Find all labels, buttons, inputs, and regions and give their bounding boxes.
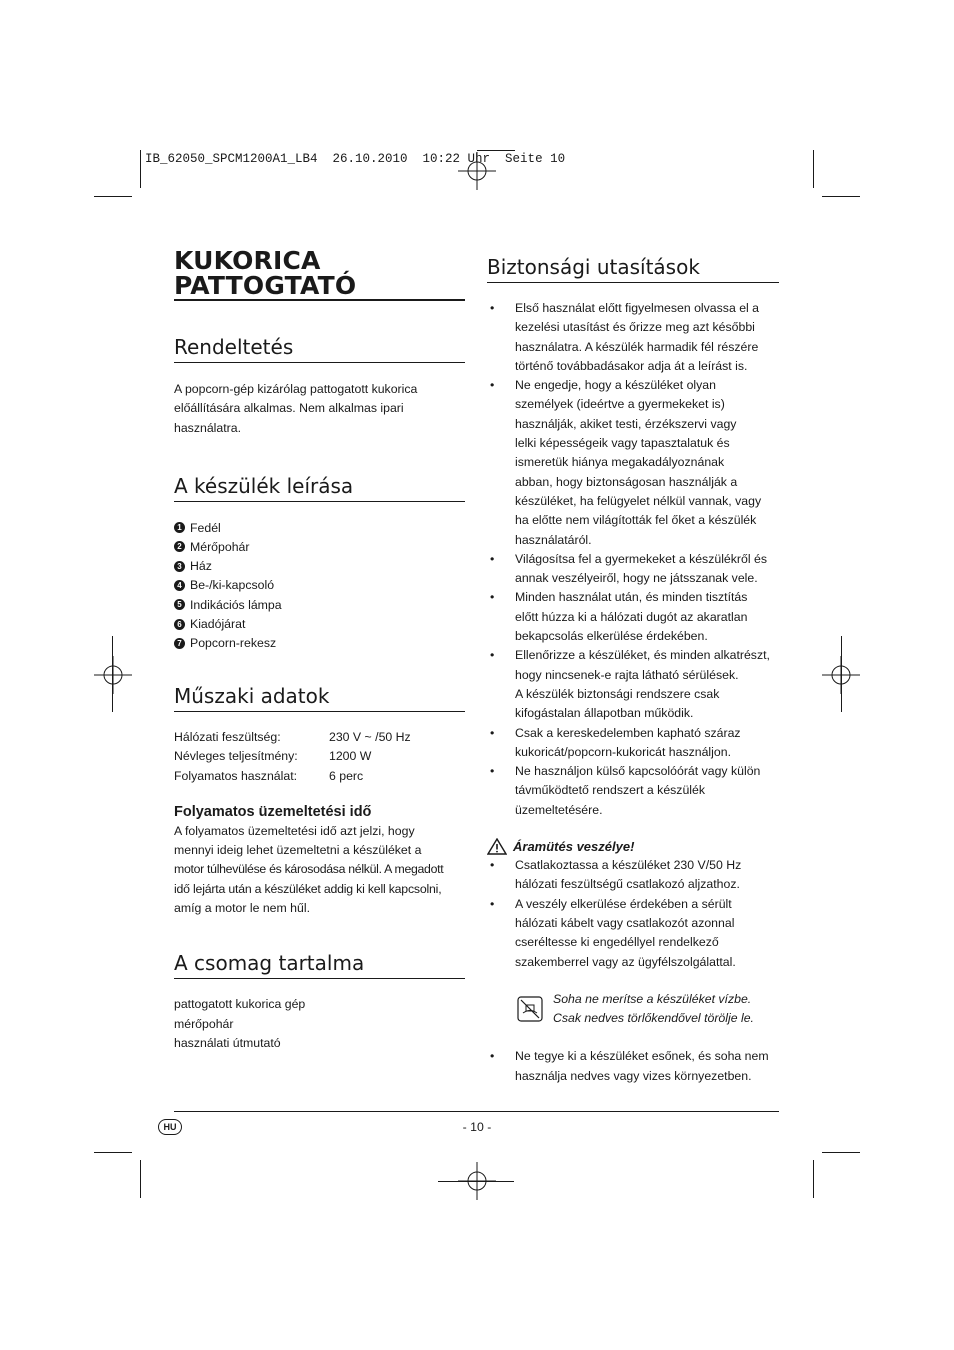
text-line: • Világosítsa fel a gyermekeket a készülékről és [515, 551, 767, 566]
part-label: Be-/ki-kapcsoló [190, 578, 275, 593]
list-item: használati útmutató [174, 1035, 281, 1050]
text-line: • Ne engedje, hogy a készüléket olyan [515, 378, 716, 393]
text-line: • A veszély elkerülése érdekében a sérült [515, 896, 732, 911]
subheading-folyamatos: Folyamatos üzemeltetési idő [174, 803, 372, 820]
bullet-item [487, 646, 779, 723]
part-label: Ház [190, 559, 212, 574]
number-badge: 3 [174, 561, 185, 572]
heading-leiras: A készülék leírása [174, 473, 354, 498]
text-line: abban, hogy biztonságosan használják a [515, 474, 738, 489]
warning-triangle-icon [487, 838, 507, 855]
parts-list [174, 518, 465, 653]
section-rule [174, 501, 465, 502]
title-line-2: PATTOGTATÓ [174, 271, 357, 300]
text-line: • Ne tegye ki a készüléket esőnek, és soha nem [515, 1049, 769, 1064]
text-line: Soha ne merítse a készüléket vízbe. [553, 991, 752, 1006]
text-line: használatáról. [515, 532, 592, 547]
text-line: ha előtte nem világították fel őket a készülék [515, 513, 757, 528]
warning-bullets [487, 856, 779, 972]
text-line: A készülék biztonsági rendszere csak [515, 686, 720, 701]
bullet-item [487, 376, 779, 550]
section-rule [174, 711, 465, 712]
bullet-item [487, 588, 779, 646]
text-line: hogy nincsenek-e rajta látható sérülések. [515, 667, 739, 682]
part-label: Popcorn-rekesz [190, 636, 277, 651]
crop-mark [140, 1160, 141, 1198]
csomag-list [174, 995, 465, 1053]
registration-mark-left [94, 656, 132, 694]
electric-shock-warning [487, 836, 779, 856]
text-line: történő továbbadásakor adja át a leírást is. [515, 358, 748, 373]
part-label: Fedél [190, 520, 221, 535]
bullet-item [487, 299, 779, 376]
text-line: motor túlhevülése és károsodása nélkül. A megadott [174, 862, 444, 877]
spec-row [174, 767, 465, 786]
section-rule [174, 362, 465, 363]
warning-title: Áramütés veszélye! [513, 838, 635, 854]
text-line: amíg a motor le nem hűl. [174, 901, 311, 916]
spec-value: 1200 W [329, 749, 372, 764]
print-slug: IB_62050_SPCM1200A1_LB4 26.10.2010 10:22 Uhr Seite 10 [145, 152, 566, 166]
list-item [174, 576, 465, 595]
list-item [174, 614, 465, 633]
number-badge: 2 [174, 541, 185, 552]
number-badge: 1 [174, 522, 185, 533]
safety-bullets [487, 299, 779, 820]
title-line-1: KUKORICA [174, 246, 321, 275]
spec-label: Névleges teljesítmény: [174, 749, 298, 764]
crop-mark [112, 636, 113, 712]
registration-mark-top [458, 152, 496, 190]
text-line: használatra. A készülék harmadik fél részére [515, 339, 759, 354]
no-water-icon [517, 996, 543, 1022]
text-line: Csak nedves törlőkendővel törölje le. [553, 1011, 754, 1026]
list-item [174, 537, 465, 556]
crop-mark [822, 196, 860, 197]
left-column [174, 248, 465, 1053]
heading-csomag: A csomag tartalma [174, 951, 365, 976]
text-line: hálózati kábelt vagy csatlakozót azonnal [515, 915, 735, 930]
folyamatos-text [174, 822, 465, 918]
bullet-item [487, 1047, 779, 1086]
text-line: cseréltesse ki engedéllyel rendelkező [515, 935, 719, 950]
text-line: előtt húzza ki a hálózati dugót az akaratlan [515, 609, 748, 624]
heading-biztonsag: Biztonsági utasítások [487, 255, 700, 279]
crop-mark [438, 1181, 514, 1182]
crop-mark [94, 1152, 132, 1153]
list-item [174, 595, 465, 614]
crop-mark [813, 1160, 814, 1198]
text-line: • Csak a kereskedelemben kapható száraz [515, 725, 741, 740]
text-line: • Minden használat után, és minden tisztítás [515, 590, 748, 605]
text-line: idő lejárta után a készüléket addig ki kell kapcsolni, [174, 881, 442, 896]
text-line: használják, akiket testi, érzékszervi vagy [515, 416, 737, 431]
text-line: készüléket, ha felügyelet nélkül vannak, vagy [515, 493, 762, 508]
text-line: ismeretük hiánya megakadályoznának [515, 455, 725, 470]
final-bullet [487, 1047, 779, 1086]
text-line: • Első használat előtt figyelmesen olvassa el a [515, 301, 760, 315]
spec-row [174, 747, 465, 766]
crop-mark [140, 150, 141, 188]
bullet-item [487, 856, 779, 895]
text-line: személyek (ideértve a gyermekeket is) [515, 397, 725, 412]
text-line: A folyamatos üzemeltetési idő azt jelzi, hogy [174, 823, 415, 838]
bullet-item [487, 550, 779, 589]
bullet-item [487, 895, 779, 972]
list-item: mérőpohár [174, 1016, 234, 1031]
text-line: • Ellenőrizze a készüléket, és minden alkatrészt, [515, 648, 770, 663]
number-badge: 6 [174, 619, 185, 630]
spec-label: Folyamatos használat: [174, 768, 298, 783]
number-badge: 7 [174, 638, 185, 649]
text-line: kezelési utasítást és őrizze meg azt későbbi [515, 320, 755, 335]
water-note [487, 990, 779, 1029]
list-item [174, 556, 465, 575]
part-label: Indikációs lámpa [190, 597, 282, 612]
text-line: üzemeltetésére. [515, 802, 603, 817]
crop-mark [822, 1152, 860, 1153]
list-item [174, 634, 465, 653]
text-line: előállítására alkalmas. Nem alkalmas ipari [174, 401, 404, 416]
text-line: • Csatlakoztassa a készüléket 230 V/50 Hz [515, 858, 742, 873]
text-line: bekapcsolás elkerülése érdekében. [515, 629, 708, 644]
number-badge: 4 [174, 580, 185, 591]
spec-row [174, 728, 465, 747]
crop-mark [813, 150, 814, 188]
text-line: hálózati feszültségű csatlakozó aljzathoz. [515, 877, 740, 892]
section-rule [174, 978, 465, 979]
text-line: mennyi ideig lehet üzemeltetni a készüléket a [174, 843, 422, 858]
text-line: A popcorn-gép kizárólag pattogatott kukorica [174, 382, 418, 396]
spec-label: Hálózati feszültség: [174, 729, 281, 744]
bullet-item [487, 724, 779, 763]
text-line: használatra. [174, 420, 241, 435]
section-rule [487, 282, 779, 283]
page-number: - 10 - [462, 1120, 492, 1134]
bullet-item [487, 762, 779, 820]
list-item [174, 518, 465, 537]
crop-mark [477, 150, 515, 151]
part-label: Mérőpohár [190, 539, 250, 554]
crop-mark [94, 196, 132, 197]
number-badge: 5 [174, 599, 185, 610]
crop-mark [841, 636, 842, 712]
right-column [487, 255, 779, 1086]
text-line: kukoricát/popcorn-kukoricát használjon. [515, 744, 731, 759]
footer-rule [174, 1111, 779, 1112]
text-line: • Ne használjon külső kapcsolóórát vagy külön [515, 764, 761, 779]
text-line: annak veszélyeiről, hogy ne játsszanak vele. [515, 571, 758, 586]
spec-value: 230 V ~ /50 Hz [329, 729, 411, 744]
spec-table [174, 728, 465, 786]
text-line: távműködtető rendszert a készülék [515, 783, 706, 798]
list-item: pattogatott kukorica gép [174, 997, 306, 1012]
text-line: szakemberrel vagy az ügyfélszolgálattal. [515, 954, 736, 969]
page-title [174, 248, 465, 298]
heading-muszaki: Műszaki adatok [174, 683, 330, 708]
spec-value: 6 perc [329, 768, 364, 783]
text-line: kifogástalan állapotban működik. [515, 706, 694, 721]
language-badge: HU [158, 1119, 182, 1135]
heading-rendeltetes: Rendeltetés [174, 335, 294, 359]
part-label: Kiadójárat [190, 617, 246, 632]
text-line: lelki képességeik vagy tapasztalatuk és [515, 436, 730, 451]
text-line: használja nedves vagy vizes környezetben. [515, 1068, 752, 1083]
rendeltetes-text [174, 380, 465, 438]
